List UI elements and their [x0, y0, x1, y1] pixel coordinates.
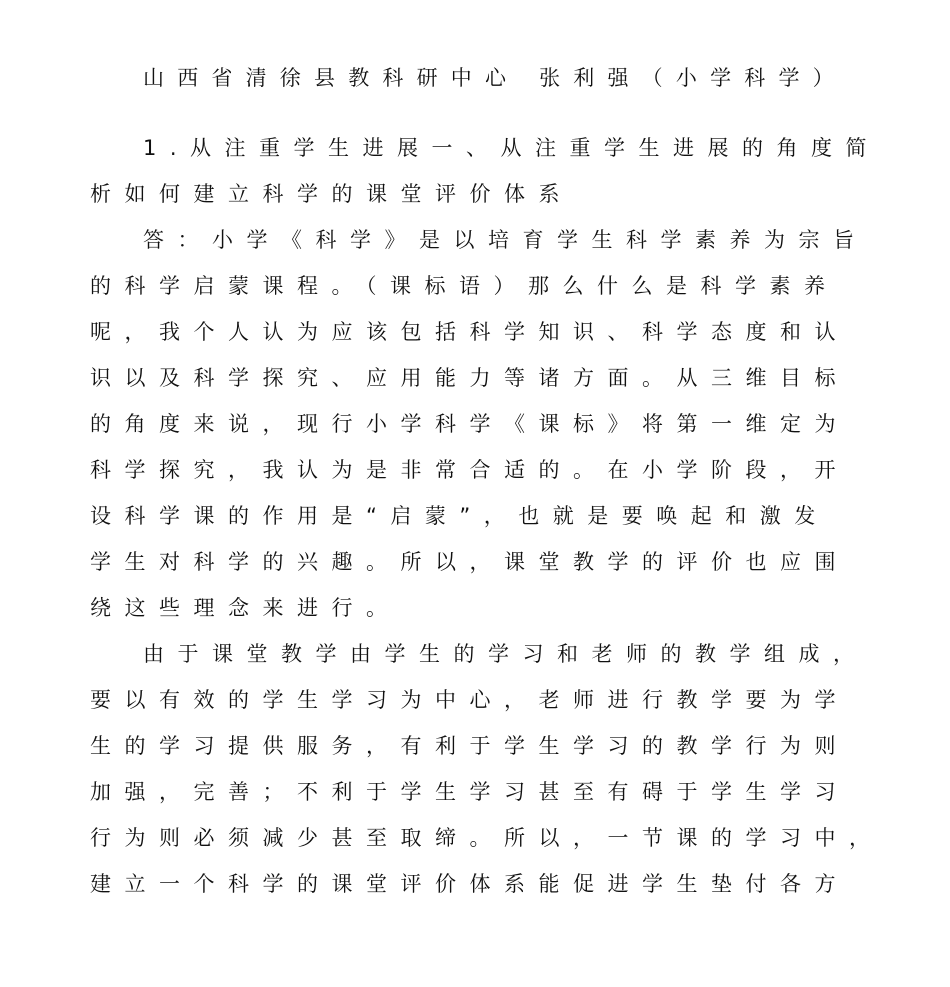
question-line: 1.从注重学生进展一、从注重学生进展的角度简: [143, 136, 881, 160]
paragraph-line: 生的学习提供服务，有利于学生学习的教学行为则: [90, 734, 849, 758]
paragraph-line: 建立一个科学的课堂评价体系能促进学生垫付各方: [90, 872, 849, 896]
paragraph-line: 学生对科学的兴趣。所以，课堂教学的评价也应围: [90, 550, 849, 574]
paragraph-line: 识以及科学探究、应用能力等诸方面。从三维目标: [90, 366, 849, 390]
paragraph-line: 要以有效的学生学习为中心，老师进行教学要为学: [90, 688, 849, 712]
paragraph-line: 答：小学《科学》是以培育学生科学素养为宗旨: [143, 228, 868, 252]
paragraph-line: 的科学启蒙课程。（课标语）那么什么是科学素养: [90, 274, 839, 298]
question-line: 析如何建立科学的课堂评价体系: [90, 182, 573, 206]
paragraph-line: 行为则必须减少甚至取缔。所以，一节课的学习中，: [90, 826, 884, 850]
paragraph-line: 绕这些理念来进行。: [90, 596, 401, 620]
paragraph-line: 加强，完善；不利于学生学习甚至有碍于学生学习: [90, 780, 849, 804]
author-header: 山西省清徐县教科研中心 张利强（小学科学）: [143, 66, 847, 90]
paragraph-line: 呢，我个人认为应该包括科学知识、科学态度和认: [90, 320, 849, 344]
paragraph-line: 科学探究，我认为是非常合适的。在小学阶段，开: [90, 458, 849, 482]
paragraph-line: 由于课堂教学由学生的学习和老师的教学组成，: [143, 642, 868, 666]
paragraph-line: 的角度来说，现行小学科学《课标》将第一维定为: [90, 412, 849, 436]
paragraph-line: 设科学课的作用是“启蒙”，也就是要唤起和激发: [90, 504, 829, 528]
